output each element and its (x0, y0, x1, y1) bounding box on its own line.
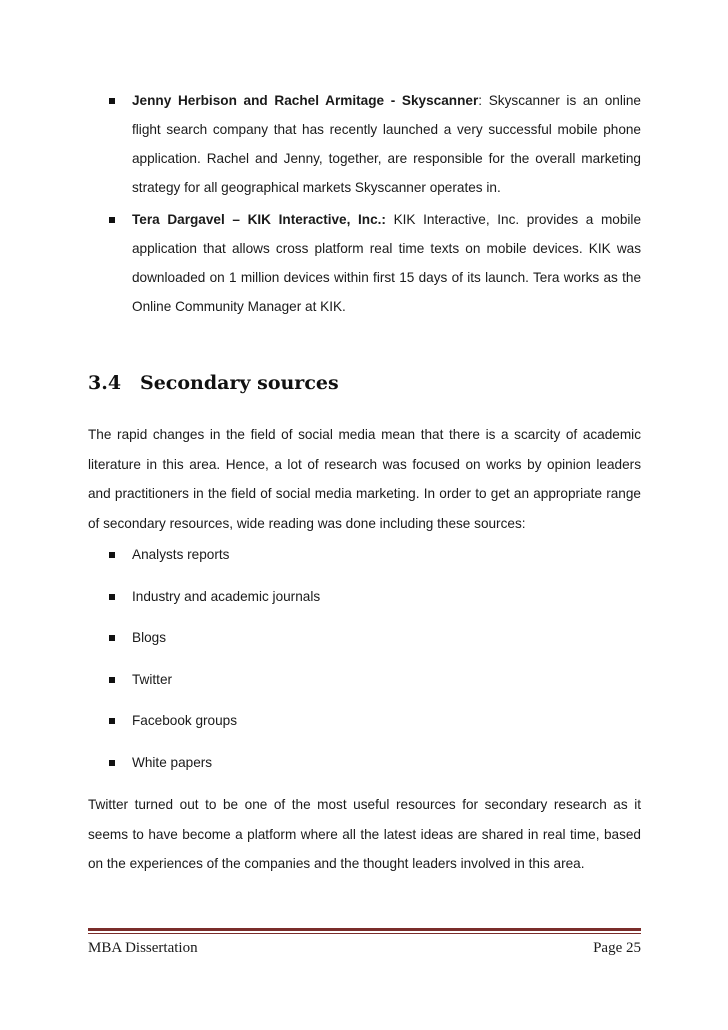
section-number: 3.4 (88, 372, 122, 394)
footer-title: MBA Dissertation (88, 940, 198, 956)
bullet-marker (109, 718, 115, 724)
colon: : (478, 93, 483, 108)
person-name: Jenny Herbison and Rachel Armitage - Skyscanner (132, 93, 479, 108)
company-name: KIK Interactive, Inc.: (247, 212, 386, 227)
dash: – (232, 212, 240, 227)
bullet-marker (109, 760, 115, 766)
bullet-marker (109, 677, 115, 683)
bullet-marker (109, 217, 115, 223)
closing-paragraph: Twitter turned out to be one of the most useful resources for secondary research as it seems to have become a platform where all the latest ideas are shared in real time, based on the experiences of the companies and the thought leaders involved in this area. (88, 797, 641, 871)
page-number: Page 25 (593, 940, 641, 956)
person-description: Skyscanner is an online flight search company that has recently launched a very successful mobile phone application. Rachel and Jenny, together, are responsible for the overall marketing strategy for all geographical markets Skyscanner operates in. (132, 93, 641, 195)
person-description: KIK Interactive, Inc. provides a mobile application that allows cross platform real time texts on mobile devices. KIK was downloaded on 1 million devices within first 15 days of its launch. Tera works as the Online Community Manager at KIK. (132, 212, 641, 314)
person-entry-kik (132, 205, 641, 321)
section-title: Secondary sources (140, 372, 339, 394)
bullet-marker (109, 635, 115, 641)
bullet-marker (109, 552, 115, 558)
footer-rule-thick (88, 928, 641, 931)
bullet-marker (109, 594, 115, 600)
list-item: Facebook groups (132, 713, 238, 728)
person-entry-skyscanner (132, 86, 641, 202)
bullet-marker (109, 98, 115, 104)
list-item: Analysts reports (132, 547, 230, 562)
list-item: White papers (132, 755, 213, 770)
section-heading (88, 372, 339, 394)
person-name: Tera Dargavel (132, 212, 225, 227)
intro-paragraph: The rapid changes in the field of social media mean that there is a scarcity of academic literature in this area. Hence, a lot of research was focused on works by opinion leaders and practitioners in the field of social media marketing. In order to get an appropriate range of secondary resources, wide reading was done including these sources: (88, 427, 641, 531)
list-item: Twitter (132, 672, 173, 687)
list-item: Industry and academic journals (132, 589, 321, 604)
list-item: Blogs (132, 630, 167, 645)
footer-rule-thin (88, 933, 641, 934)
